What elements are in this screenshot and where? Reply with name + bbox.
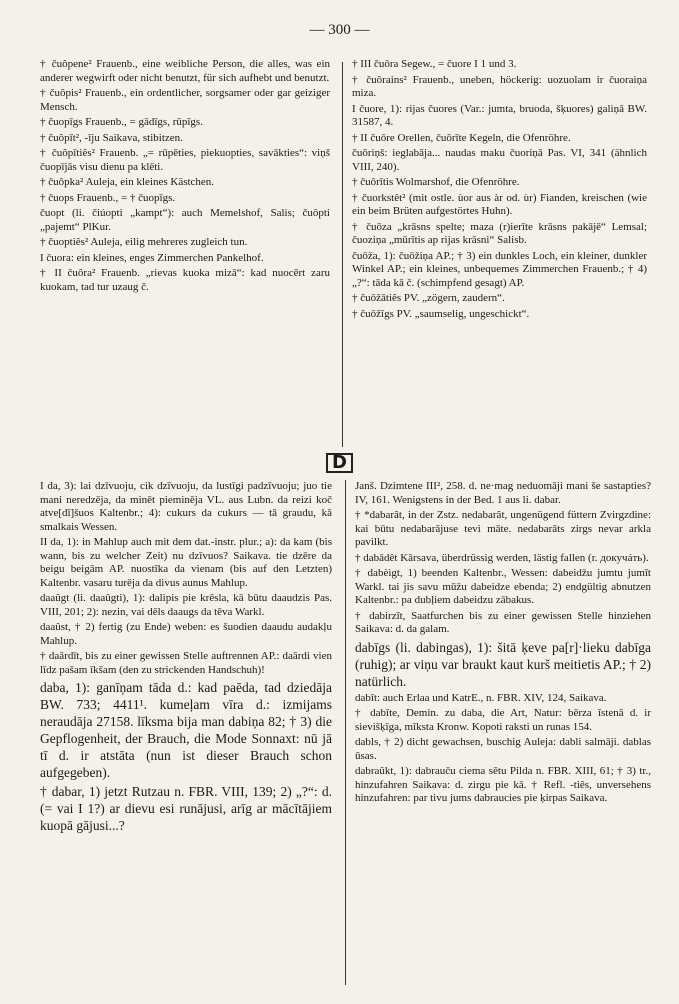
entry: daaûst, † 2) fertig (zu Ende) weben: es šuodien daaudu audakļu Mahlup. (40, 621, 332, 647)
entry: Janš. Dzimtene III², 258. d. ne·mag neduomāji mani še sastapties? IV, 161. Wenigstens in der Bed. 1 aus li. dabar. (355, 480, 651, 506)
entry: † čuōza „krāsns spelte; maza (r)ierīte krāsns pakājē“ Lemsal; čuoziņa „mūrītis ap rijas krāsni“ Salisb. (352, 220, 647, 246)
section-letter-label: D (326, 453, 353, 473)
entry: † čuôpka² Auleja, ein kleines Kästchen. (40, 176, 215, 188)
entry: † čuops Frauenb., = † čuopīgs. (40, 191, 176, 204)
entry: I da, 3): lai dzīvuoju, cik dzīvuoju, da lustīgi padzīvuoju; juo tie mani neredzēja, da minēt pieminēja VL. aus Lubn. da reizi koč atve[dī]šuos Kaltenbr.; 4): cukurs da cukurs — tā graudu, kā smalkais Wessen. (40, 480, 332, 533)
entry: † dabirzīt, Saatfurchen bis zu einer gewissen Stelle hinziehen Saikava: d. da galam. (355, 609, 651, 635)
section-letter (0, 452, 679, 473)
entry: † čuorkstêt² (mit ostle. ùor aus àr od. ùr) Fianden, kreischen (wie ein beim Brüten aufgestörtes Huhn). (352, 191, 647, 217)
large-entries (355, 639, 651, 690)
top-left-column (40, 58, 330, 296)
entry: dabīgs (li. dabingas), 1): šitā ķeve pa[r]·lieku dabīga (ruhig); ar viņu var braukt kaut kurš meitietis AP.; † 2) natürlich. (355, 639, 651, 689)
entry: čuōriņš: ieglabāja... naudas maku čuoriņā Pas. VI, 341 (ähnlich VIII, 240). (352, 147, 647, 173)
entry: † čuōžīgs PV. „saumselig, ungeschickt“. (352, 307, 530, 320)
entry: † III čuōra Segew., = čuore I 1 und 3. (352, 58, 517, 70)
entry: II da, 1): in Mahlup auch mit dem dat.-instr. plur.; a): da kam (bis wann, bis zu welcher Zeit) nu dzīvuos? Saikava. tie dzēre da beigu beigām AP. nuostīka da vienam (bis auf den Letzten) Kaltenbr. vasaru turēja da divus aunus Mahlup. (40, 536, 332, 589)
page-number: — 300 — (309, 22, 370, 38)
entry: čuōža, 1): čuōžiņa AP.; † 3) ein dunkles Loch, ein kleiner, dunkler Winkel AP.; ein kleines, unbequemes Zimmerchen Frauenb.; † 4) „?“: tāda kā č. (schimpfend gesagt) AP. (352, 249, 647, 289)
entry: † II čuôra² Frauenb. „rievas kuoka mizā“: kad nuocērt zaru kuokam, tad tur uzaug č. (40, 267, 330, 293)
entry: † čuôpīt², -īju Saikava, stibitzen. (40, 131, 183, 144)
entry: daba, 1): ganīņam tāda d.: kad paēda, tad dziedāja BW. 733; 4411¹. kumeļam vīra d.: izmijams neraudāja 27158. līksma bija man dabiņa 82; † 3) die Gepflogenheit, der Brauch, die Mode Sonnaxt: nū jā tī d. ir atstāta (nun ist dieser Brauch schon aufgegeben). (40, 680, 332, 780)
column-divider (345, 480, 346, 985)
entry: † čuôrains² Frauenb., uneben, höckerig: uozuolam ir čuoraiņa miza. (352, 73, 647, 99)
large-entries (40, 679, 332, 834)
top-right-column (352, 58, 647, 323)
entry: † daārdīt, bis zu einer gewissen Stelle auftrennen AP.: daārdi vien līdz pašam īkšam (den zu strickenden Handschuh)! (40, 650, 332, 676)
entry: † čuôpis² Frauenb., ein ordentlicher, sorgsamer oder gar geiziger Mensch. (40, 87, 330, 113)
entry: dabīt: auch Erlaa und KatrE., n. FBR. XIV, 124, Saikava. (355, 691, 607, 704)
entry: daaûgt (li. daaûgti), 1): dalipis pie krēsla, kā būtu daaudzis Pas. VIII, 201; 2): nezin, vai dēls daaugs da tēva Warkl. (40, 592, 332, 618)
entry: † II čuōre Orellen, čuōrīte Kegeln, die Ofenröhre. (352, 131, 571, 144)
entry: † dabèigt, 1) beenden Kaltenbr., Wessen: dabeidžu jumtu jumīt Warkl. tai jis savu mūžu dabeidze ebenda; 2) endgültig abnutzen Kaltenbr.: pa dubļiem dabeidzu zābakus. (355, 567, 651, 606)
entry: I čuora: ein kleines, enges Zimmerchen Pankelhof. (40, 251, 264, 264)
entry: † čuoptiês² Auleja, eilig mehreres zugleich tun. (40, 236, 248, 248)
entry: † dabar, 1) jetzt Rutzau n. FBR. VIII, 139; 2) „?“: d. (= vai I 1?) ar dievu esi runājusi, arīg ar mācītājiem kuopā gājusi...? (40, 784, 332, 833)
bottom-right-column (355, 480, 651, 808)
entry: † čuōrītis Wolmarshof, die Ofenröhre. (352, 176, 520, 188)
entry: čuopt (li. čiúopti „kampt“): auch Memelshof, Salis; čuôpti „pajemt“ PlKur. (40, 207, 330, 233)
entry: † dabīte, Demin. zu daba, die Art, Natur: bērza īstenā d. ir sievišķīga, mīksta Kronw. Kopoti raksti un runas 154. (355, 707, 651, 733)
entry: † *dabarât, in der Zstz. nedabarât, ungenügend füttern Zvirgzdine: kai būtu nedabarājuse tevi māte. nedabarāts zirgs nevar arkla pavilkt. (355, 509, 651, 548)
entry: dabraûkt, 1): dabrauču ciema sētu Pilda n. FBR. XIII, 61; † 3) tr., hinzufahren Saikava: d. zirgu pie kā. † Refl. -tiês, unversehens hinzufahren: par tivu jums dabraucies pie ķirpas Saikava. (355, 765, 651, 804)
entry: † dabādêt Kārsava, überdrüssig werden, lästig fallen (r. докучáть). (355, 551, 649, 564)
column-divider (342, 62, 343, 447)
entry: dabls, † 2) dicht gewachsen, buschig Auleja: dabli salmāji. dablas ūsas. (355, 736, 651, 762)
entry: † čuopīgs Frauenb., = gādīgs, rūpīgs. (40, 116, 203, 128)
bottom-left-column (40, 480, 332, 836)
entry: I čuore, 1): rijas čuores (Var.: jumta, bruoda, šķuores) galiņā BW. 31587, 4. (352, 102, 647, 128)
entry: † čuôpītiês² Frauenb. „= rūpēties, piekuopties, savākties“: viņš čuopījās visu dienu pa klēti. (40, 147, 330, 173)
entry: † čuôpene² Frauenb., eine weibliche Person, die alles, was ein anderer wegwirft oder nicht benutzt, für sich aufhebt und benutzt. (40, 58, 330, 84)
entry: † čuōžātiês PV. „zögern, zaudern“. (352, 292, 505, 304)
